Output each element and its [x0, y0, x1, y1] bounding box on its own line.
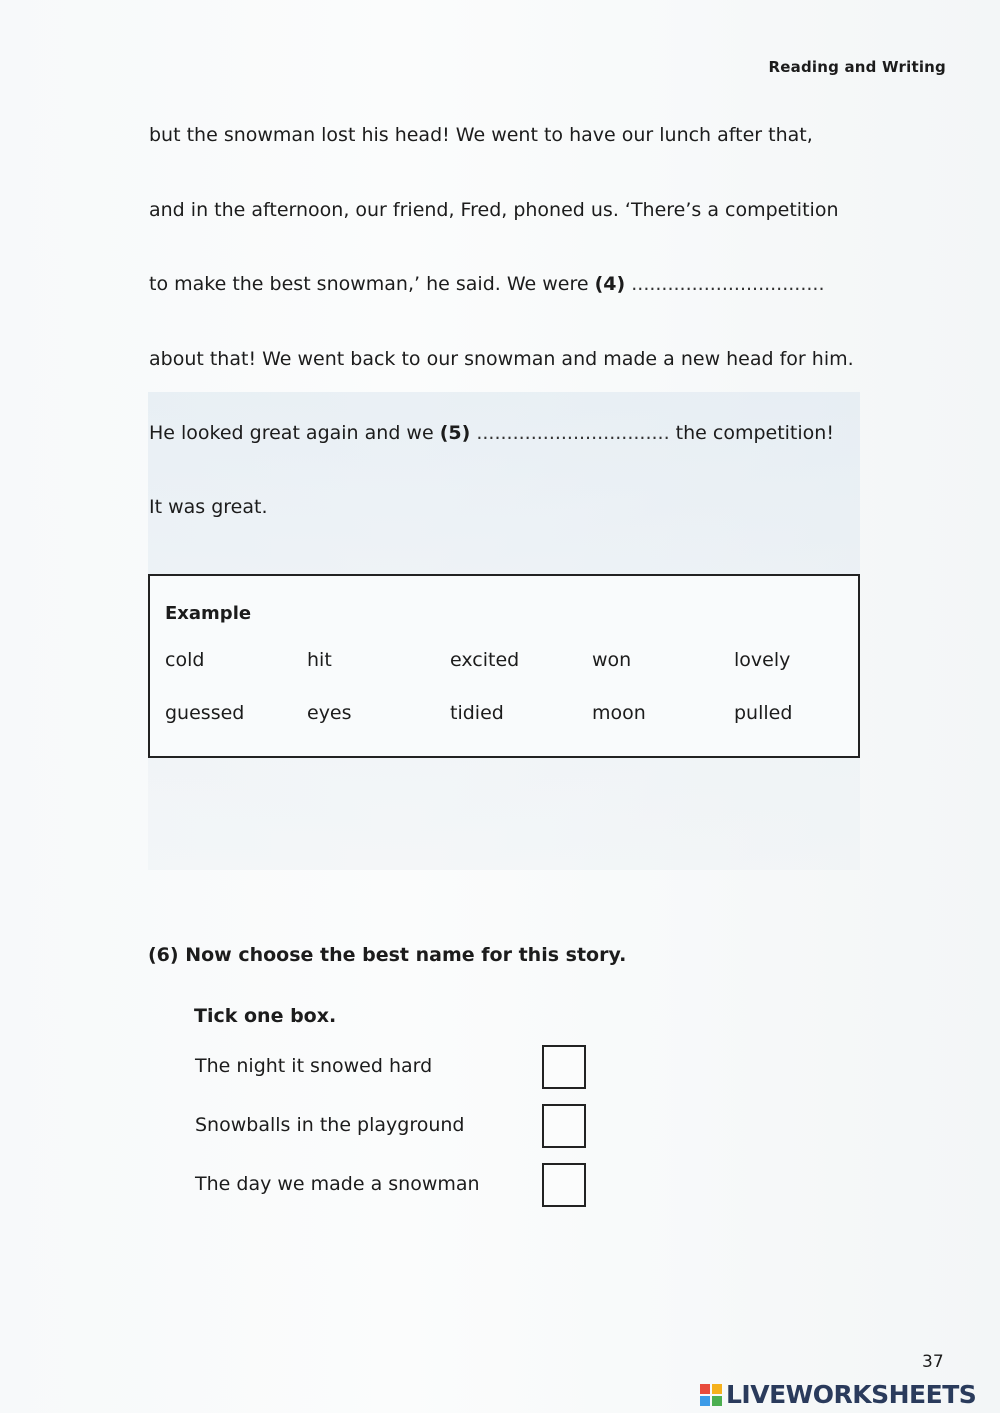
word-option: won: [592, 649, 632, 671]
word-option: pulled: [734, 702, 793, 724]
page-number: 37: [922, 1352, 944, 1372]
blank-4-number: (4): [594, 273, 626, 295]
word-option: lovely: [734, 649, 791, 671]
option-label-1: The night it snowed hard: [195, 1055, 433, 1077]
tick-instruction: Tick one box.: [194, 1005, 337, 1027]
story-line-3: [149, 273, 825, 295]
tick-box-2[interactable]: [542, 1104, 586, 1148]
story-line-1: but the snowman lost his head! We went to have our lunch after that,: [149, 124, 813, 146]
story-line-5-end: the competition!: [669, 422, 834, 444]
option-label-3: The day we made a snowman: [195, 1173, 480, 1195]
word-option: tidied: [450, 702, 504, 724]
tick-box-3[interactable]: [542, 1163, 586, 1207]
word-option: cold: [165, 649, 205, 671]
word-option: eyes: [307, 702, 352, 724]
section-header: Reading and Writing: [768, 58, 946, 76]
story-line-4: about that! We went back to our snowman and made a new head for him.: [149, 348, 854, 370]
word-option: hit: [307, 649, 332, 671]
story-line-5: [149, 422, 834, 444]
story-line-6: It was great.: [149, 496, 268, 518]
word-option: moon: [592, 702, 646, 724]
tick-box-1[interactable]: [542, 1045, 586, 1089]
story-line-2: and in the afternoon, our friend, Fred, phoned us. ‘There’s a competition: [149, 199, 839, 221]
option-label-2: Snowballs in the playground: [195, 1114, 465, 1136]
word-option: guessed: [165, 702, 245, 724]
story-line-3-text: to make the best snowman,’ he said. We were: [149, 273, 595, 295]
blank-5-answer[interactable]: ................................: [476, 422, 670, 444]
question-6: (6) Now choose the best name for this story.: [148, 944, 627, 966]
blank-4-answer[interactable]: ................................: [631, 273, 825, 295]
word-box-title: Example: [165, 603, 252, 624]
brand-name: LIVEWORKSHEETS: [726, 1380, 977, 1409]
blank-5-number: (5): [439, 422, 471, 444]
word-option: excited: [450, 649, 520, 671]
word-box: [148, 574, 860, 758]
liveworksheets-logo-icon: [700, 1384, 722, 1406]
liveworksheets-brand: [700, 1380, 976, 1409]
story-line-5-text: He looked great again and we: [149, 422, 440, 444]
